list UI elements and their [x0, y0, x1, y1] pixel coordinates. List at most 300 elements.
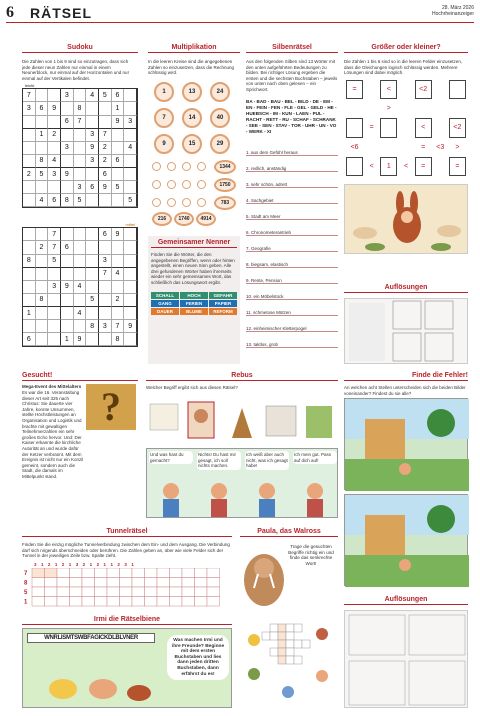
gross-klein-section [344, 44, 468, 76]
nenner-title: Gemeinsamer Nenner [151, 239, 237, 248]
multiplikation-intro: In die leeren Kreise sind die angegebenen Zahlen so einzusetzen, dass die Rechnung schlüssig wird. [148, 59, 235, 76]
sudoku-cell[interactable] [36, 320, 49, 333]
tunnel-cell[interactable] [45, 596, 58, 606]
sudoku-cell[interactable]: 6 [61, 241, 74, 254]
tunnel-cell[interactable] [145, 596, 158, 606]
tunnel-cell[interactable] [145, 568, 158, 578]
multi-empty-circle[interactable] [197, 198, 206, 207]
sudoku-cell[interactable] [112, 168, 125, 181]
sudoku-cell[interactable]: 3 [99, 255, 112, 268]
multi-empty-circle[interactable] [197, 162, 206, 171]
sudoku-cell[interactable] [124, 228, 137, 241]
gross-klein-cell[interactable]: = [449, 157, 466, 176]
sudoku-cell[interactable] [124, 168, 137, 181]
sudoku-cell[interactable] [74, 155, 87, 168]
tunnel-cell[interactable] [170, 596, 183, 606]
gesucht-text: Es war die 16. Veranstaltung dieser Art seit 325 nach Christus: Sie dauerte vier Jahre, konnte Unsummen, stellte Höchstleistungen an Organisation und Logistik und brachte mit gewaltigen Teilnehmerzahlen ein sehr großes Echo hervor. Und: Der Kaiser erkannte die kirchliche Autorität an und wurde dafür der Ketzer verbrannt. Mit dem Ereignis ist nicht nur ein Konzil gemeint, sondern auch die Stadt, die damals im Mittelpunkt stand. [22, 390, 84, 479]
silben-clue[interactable]: 12. einheimischer Kletterpogel [246, 326, 338, 332]
tunnel-cell[interactable] [32, 568, 45, 578]
sudoku-cell[interactable] [99, 194, 112, 207]
rebus-pictures [146, 398, 338, 442]
sudoku-cell[interactable] [112, 129, 125, 142]
tunnel-cell[interactable] [170, 587, 183, 597]
silben-section [246, 44, 338, 135]
multi-empty-circle[interactable] [182, 180, 191, 189]
sudoku-cell[interactable] [36, 89, 49, 102]
fehler-image-1[interactable] [344, 398, 468, 490]
fehler-image-2[interactable] [344, 494, 468, 586]
sudoku-cell[interactable]: 8 [36, 155, 49, 168]
sudoku-cell[interactable] [124, 268, 137, 281]
irmi-banner: WNRLISMTSWBFAGICKDLBLVNER [27, 633, 155, 643]
tunnel-cell[interactable] [82, 568, 95, 578]
sudoku-cell[interactable] [86, 102, 99, 115]
sudoku-cell[interactable]: 7 [112, 320, 125, 333]
tunnel-cell[interactable] [57, 596, 70, 606]
sudoku-cell[interactable]: 8 [86, 320, 99, 333]
sudoku-cell[interactable] [86, 168, 99, 181]
sudoku-cell[interactable] [112, 241, 125, 254]
sudoku-cell[interactable]: 6 [23, 333, 36, 346]
sudoku-cell[interactable] [23, 320, 36, 333]
tunnel-cell[interactable] [195, 568, 208, 578]
sudoku-cell[interactable] [48, 320, 61, 333]
multi-empty-circle[interactable] [167, 180, 176, 189]
tunnel-cell[interactable] [107, 568, 120, 578]
sudoku-cell[interactable]: 6 [99, 168, 112, 181]
tunnel-cell[interactable] [82, 587, 95, 597]
sudoku-cell[interactable]: 5 [86, 294, 99, 307]
tunnel-cell[interactable] [107, 577, 120, 587]
sudoku-cell[interactable] [48, 181, 61, 194]
sudoku-cell[interactable] [48, 333, 61, 346]
silben-clue[interactable]: 9. Rente, Pension [246, 278, 338, 284]
sudoku-level-1: leicht [25, 83, 35, 89]
sudoku-cell[interactable]: 3 [61, 142, 74, 155]
silben-clue[interactable]: 8. biegsam, elastisch [246, 262, 338, 268]
tunnel-side-number: 5 [24, 589, 28, 596]
silben-clue[interactable]: 5. Stadt am Meer [246, 214, 338, 220]
sudoku-cell[interactable] [36, 281, 49, 294]
tunnel-cell[interactable] [32, 596, 45, 606]
sudoku-cell[interactable]: 4 [36, 194, 49, 207]
sudoku-cell[interactable] [36, 255, 49, 268]
sudoku-cell[interactable]: 6 [61, 116, 74, 129]
sudoku-cell[interactable]: 5 [99, 89, 112, 102]
tunnel-cell[interactable] [120, 596, 133, 606]
sudoku-cell[interactable] [99, 307, 112, 320]
sudoku-cell[interactable] [86, 281, 99, 294]
sudoku-cell[interactable]: 4 [74, 281, 87, 294]
sudoku-cell[interactable]: 7 [99, 268, 112, 281]
sudoku-cell[interactable]: 6 [48, 194, 61, 207]
tunnel-cell[interactable] [170, 568, 183, 578]
sudoku-cell[interactable] [61, 155, 74, 168]
gross-klein-cell[interactable]: = [415, 157, 432, 176]
tunnel-cell[interactable] [70, 596, 83, 606]
sudoku-cell[interactable]: 6 [86, 181, 99, 194]
sudoku-cell[interactable]: 5 [74, 194, 87, 207]
paula-section [240, 528, 338, 537]
sudoku-cell[interactable] [74, 89, 87, 102]
tunnel-cell[interactable] [170, 577, 183, 587]
sudoku-cell[interactable]: 4 [74, 307, 87, 320]
sudoku-cell[interactable] [36, 181, 49, 194]
nenner-tile: GEFAHR [209, 292, 237, 299]
nenner-tile: PAPIER [209, 300, 237, 307]
solutions-section [344, 284, 468, 293]
tunnel-cell[interactable] [157, 577, 170, 587]
sudoku-cell[interactable] [48, 294, 61, 307]
comic-figures [147, 477, 339, 519]
sudoku-cell[interactable]: 2 [36, 241, 49, 254]
sudoku-cell[interactable]: 5 [124, 194, 137, 207]
sudoku-cell[interactable] [124, 89, 137, 102]
sudoku-cell[interactable]: 2 [99, 155, 112, 168]
gross-klein-sign [397, 99, 414, 118]
sudoku-cell[interactable] [74, 168, 87, 181]
sudoku-cell[interactable] [124, 281, 137, 294]
tunnel-cell[interactable] [82, 596, 95, 606]
sudoku-cell[interactable]: 1 [61, 333, 74, 346]
sudoku-cell[interactable] [23, 281, 36, 294]
sudoku-cell[interactable]: 9 [99, 181, 112, 194]
sudoku-cell[interactable] [74, 320, 87, 333]
sudoku-cell[interactable] [61, 102, 74, 115]
sudoku-cell[interactable] [48, 116, 61, 129]
sudoku-cell[interactable] [86, 255, 99, 268]
sudoku-cell[interactable] [124, 255, 137, 268]
sudoku-cell[interactable] [23, 268, 36, 281]
sudoku-cell[interactable] [86, 307, 99, 320]
tunnel-cell[interactable] [95, 577, 108, 587]
sudoku-cell[interactable]: 7 [48, 228, 61, 241]
sudoku-cell[interactable]: 9 [48, 102, 61, 115]
sudoku-cell[interactable]: 3 [99, 320, 112, 333]
sudoku-cell[interactable] [23, 155, 36, 168]
tunnel-cell[interactable] [195, 596, 208, 606]
multiplikation-title: Multiplikation [148, 44, 240, 53]
tunnel-cell[interactable] [95, 587, 108, 597]
gross-klein-cell[interactable]: 1 [380, 157, 397, 176]
sudoku-cell[interactable]: 4 [86, 89, 99, 102]
tunnel-cell[interactable] [32, 577, 45, 587]
gross-klein-cell[interactable] [346, 157, 363, 176]
sudoku-cell[interactable] [99, 241, 112, 254]
sudoku-cell[interactable]: 9 [112, 116, 125, 129]
tunnel-cell[interactable] [145, 577, 158, 587]
sudoku-cell[interactable] [61, 320, 74, 333]
sudoku-cell[interactable] [61, 129, 74, 142]
tunnel-cell[interactable] [57, 568, 70, 578]
sudoku-cell[interactable]: 3 [48, 281, 61, 294]
sudoku-cell[interactable] [48, 142, 61, 155]
tunnel-cell[interactable] [120, 577, 133, 587]
tunnel-cell[interactable] [45, 587, 58, 597]
multi-empty-circle[interactable] [167, 162, 176, 171]
nenner-tile: GANG [151, 300, 179, 307]
nenner-tile: BLUME [180, 308, 208, 315]
gross-klein-sign: < [403, 162, 409, 170]
sudoku-cell[interactable] [99, 116, 112, 129]
tunnel-cell[interactable] [107, 596, 120, 606]
tunnel-cell[interactable] [32, 587, 45, 597]
tunnel-cell[interactable] [95, 568, 108, 578]
sudoku-cell[interactable]: 8 [74, 102, 87, 115]
gross-klein-sign: > [455, 143, 460, 151]
sudoku-cell[interactable] [23, 194, 36, 207]
multi-empty-circle[interactable] [167, 198, 176, 207]
sudoku-cell[interactable] [36, 142, 49, 155]
multi-empty-circle[interactable] [182, 162, 191, 171]
sudoku-cell[interactable]: 5 [112, 181, 125, 194]
tunnel-cell[interactable] [182, 587, 195, 597]
nenner-tiles [151, 292, 237, 315]
sudoku-cell[interactable]: 9 [61, 168, 74, 181]
sudoku-cell[interactable] [86, 241, 99, 254]
sudoku-cell[interactable] [124, 294, 137, 307]
sudoku-cell[interactable] [23, 142, 36, 155]
sudoku-cell[interactable]: 5 [36, 168, 49, 181]
tunnel-cell[interactable] [120, 568, 133, 578]
fehler-title: Finde die Fehler! [344, 372, 468, 381]
sudoku-cell[interactable] [74, 228, 87, 241]
sudoku-cell[interactable] [124, 155, 137, 168]
sudoku-cell[interactable]: 3 [74, 181, 87, 194]
sudoku-cell[interactable] [36, 307, 49, 320]
sudoku-cell[interactable] [99, 281, 112, 294]
sudoku-cell[interactable] [86, 194, 99, 207]
sudoku-cell[interactable]: 2 [23, 168, 36, 181]
silben-clue[interactable]: 7. Geografie [246, 246, 338, 252]
tunnel-cell[interactable] [195, 577, 208, 587]
sudoku-cell[interactable]: 3 [48, 168, 61, 181]
multi-number-circle: 1 [154, 82, 174, 102]
sudoku-cell[interactable] [112, 142, 125, 155]
sudoku-cell[interactable]: 5 [48, 255, 61, 268]
sudoku-cell[interactable] [112, 281, 125, 294]
sudoku-cell[interactable] [61, 255, 74, 268]
sudoku-cell[interactable] [36, 333, 49, 346]
multi-empty-circle[interactable] [152, 198, 161, 207]
sudoku-cell[interactable]: 3 [86, 155, 99, 168]
sudoku-grid-2[interactable] [22, 227, 138, 347]
sudoku-cell[interactable] [124, 129, 137, 142]
gross-klein-cell[interactable] [380, 118, 397, 137]
tunnel-cell[interactable] [132, 577, 145, 587]
tunnel-cell[interactable] [157, 568, 170, 578]
tunnel-cell[interactable] [70, 587, 83, 597]
gross-klein-cell[interactable] [449, 80, 466, 99]
sudoku-cell[interactable] [36, 268, 49, 281]
tunnel-cell[interactable] [107, 587, 120, 597]
multi-number-circle: 13 [182, 82, 202, 102]
gross-klein-cell[interactable]: < [415, 118, 432, 137]
sudoku-cell[interactable]: 3 [61, 89, 74, 102]
nenner-tile: FERIEN [180, 300, 208, 307]
sudoku-cell[interactable]: 4 [48, 155, 61, 168]
sudoku-cell[interactable] [99, 102, 112, 115]
tunnel-cell[interactable] [70, 577, 83, 587]
sudoku-cell[interactable] [86, 228, 99, 241]
sudoku-cell[interactable] [74, 241, 87, 254]
sudoku-grid-1[interactable] [22, 88, 138, 208]
silben-clue[interactable]: 4. Sachgebiet [246, 198, 338, 204]
sudoku-cell[interactable] [86, 333, 99, 346]
silben-clue[interactable]: 10. ein Möbelstück [246, 294, 338, 300]
sudoku-cell[interactable] [23, 181, 36, 194]
sudoku-cell[interactable]: 7 [99, 129, 112, 142]
sudoku-cell[interactable] [36, 116, 49, 129]
gross-klein-grid[interactable] [346, 80, 466, 176]
sudoku-cell[interactable] [36, 228, 49, 241]
sudoku-cell[interactable]: 1 [36, 129, 49, 142]
sudoku-cell[interactable] [23, 241, 36, 254]
sudoku-cell[interactable]: 4 [124, 142, 137, 155]
silben-clue[interactable]: 11. schmetose Mützen [246, 310, 338, 316]
multi-empty-circle[interactable] [197, 180, 206, 189]
sudoku-cell[interactable]: 6 [112, 89, 125, 102]
sudoku-cell[interactable] [74, 129, 87, 142]
tunnel-section [22, 528, 232, 559]
multi-empty-circle[interactable] [182, 198, 191, 207]
silben-clue[interactable]: 3. sehr schön, adrett [246, 182, 338, 188]
sudoku-cell[interactable] [112, 194, 125, 207]
gross-klein-sign: = [369, 124, 374, 132]
sudoku-cell[interactable]: 8 [23, 255, 36, 268]
silben-clue[interactable]: 13. taktlos, grob [246, 342, 338, 348]
tunnel-cell[interactable] [195, 587, 208, 597]
gross-klein-cell[interactable]: <2 [415, 80, 432, 99]
sudoku-cell[interactable] [48, 89, 61, 102]
paula-title: Paula, das Walross [240, 528, 338, 537]
tunnel-cell[interactable] [120, 587, 133, 597]
multi-result: 783 [214, 196, 236, 210]
tunnel-cell[interactable] [157, 596, 170, 606]
sudoku-cell[interactable] [48, 307, 61, 320]
sudoku-cell[interactable]: 6 [112, 155, 125, 168]
sudoku-cell[interactable] [61, 228, 74, 241]
sudoku-cell[interactable] [61, 294, 74, 307]
multi-empty-circle[interactable] [152, 162, 161, 171]
tunnel-cell[interactable] [45, 577, 58, 587]
sudoku-cell[interactable] [23, 294, 36, 307]
sudoku-cell[interactable] [124, 181, 137, 194]
sudoku-cell[interactable]: 9 [112, 228, 125, 241]
gross-klein-cell[interactable]: = [346, 80, 363, 99]
tunnel-cell[interactable] [132, 568, 145, 578]
sudoku-cell[interactable] [61, 181, 74, 194]
sudoku-level-2: mittel [125, 222, 135, 228]
tunnel-cell[interactable] [207, 596, 220, 606]
sudoku-cell[interactable]: 7 [23, 89, 36, 102]
gross-klein-cell[interactable]: <2 [449, 118, 466, 137]
sudoku-cell[interactable]: 9 [61, 281, 74, 294]
sudoku-cell[interactable]: 6 [99, 228, 112, 241]
sudoku-cell[interactable]: 1 [112, 102, 125, 115]
sudoku-cell[interactable]: 3 [23, 102, 36, 115]
sudoku-cell[interactable]: 8 [61, 194, 74, 207]
silben-clue[interactable]: 1. aus dem Gefühl heraus [246, 150, 338, 156]
tunnel-cell[interactable] [95, 596, 108, 606]
sudoku-cell[interactable] [86, 116, 99, 129]
sudoku-cell[interactable] [48, 268, 61, 281]
tunnel-cell[interactable] [145, 587, 158, 597]
tunnel-cell[interactable] [182, 568, 195, 578]
tunnel-cell[interactable] [182, 577, 195, 587]
sudoku-cell[interactable]: 9 [86, 142, 99, 155]
tunnel-cell[interactable] [207, 577, 220, 587]
sudoku-cell[interactable]: 2 [48, 129, 61, 142]
sudoku-cell[interactable] [23, 116, 36, 129]
sudoku-cell[interactable]: 6 [36, 102, 49, 115]
tunnel-cell[interactable] [132, 587, 145, 597]
sudoku-cell[interactable] [124, 241, 137, 254]
silben-clue[interactable]: 2. redlich, anständig [246, 166, 338, 172]
sudoku-cell[interactable] [61, 268, 74, 281]
sudoku-cell[interactable]: 2 [112, 294, 125, 307]
tunnel-cell[interactable] [57, 577, 70, 587]
sudoku-cell[interactable] [124, 102, 137, 115]
sudoku-cell[interactable]: 8 [36, 294, 49, 307]
sudoku-cell[interactable] [112, 255, 125, 268]
sudoku-cell[interactable] [74, 255, 87, 268]
sudoku-cell[interactable] [74, 142, 87, 155]
tunnel-cell[interactable] [207, 587, 220, 597]
sudoku-cell[interactable]: 2 [99, 142, 112, 155]
tunnel-cell[interactable] [157, 587, 170, 597]
sudoku-cell[interactable] [23, 228, 36, 241]
tunnel-cell[interactable] [82, 577, 95, 587]
sudoku-cell[interactable] [61, 307, 74, 320]
sudoku-cell[interactable] [99, 333, 112, 346]
tunnel-cell[interactable] [182, 596, 195, 606]
sudoku-cell[interactable]: 1 [23, 307, 36, 320]
sudoku-cell[interactable]: 9 [74, 333, 87, 346]
tunnel-cell[interactable] [70, 568, 83, 578]
tunnel-grid[interactable] [22, 562, 232, 612]
sudoku-cell[interactable]: 4 [112, 268, 125, 281]
tunnel-cell[interactable] [45, 568, 58, 578]
sudoku-cell[interactable] [112, 307, 125, 320]
tunnel-cell[interactable] [207, 568, 220, 578]
irmi-title: Irmi die Rätselbiene [22, 616, 232, 625]
multi-empty-circle[interactable] [152, 180, 161, 189]
tunnel-side-number: 8 [24, 580, 28, 587]
silben-clue[interactable]: 6. Chronometerantrieb [246, 230, 338, 236]
sudoku-cell[interactable]: 9 [124, 320, 137, 333]
sudoku-cell[interactable]: 3 [86, 129, 99, 142]
sudoku-cell[interactable] [86, 268, 99, 281]
nenner-tile: REFORM [209, 308, 237, 315]
sudoku-cell[interactable] [124, 333, 137, 346]
sudoku-cell[interactable] [74, 268, 87, 281]
multi-number-circle: 14 [182, 108, 202, 128]
sudoku-cell[interactable] [99, 294, 112, 307]
tunnel-cell[interactable] [57, 587, 70, 597]
gross-klein-cell[interactable] [346, 118, 363, 137]
gross-klein-cell[interactable]: < [380, 80, 397, 99]
sudoku-cell[interactable] [124, 307, 137, 320]
sudoku-cell[interactable]: 7 [48, 241, 61, 254]
sudoku-cell[interactable]: 8 [112, 333, 125, 346]
sudoku-cell[interactable] [23, 129, 36, 142]
sudoku-cell[interactable] [74, 294, 87, 307]
multiplikation-board [148, 82, 240, 222]
sudoku-cell[interactable]: 3 [124, 116, 137, 129]
sudoku-cell[interactable]: 7 [74, 116, 87, 129]
tunnel-cell[interactable] [132, 596, 145, 606]
